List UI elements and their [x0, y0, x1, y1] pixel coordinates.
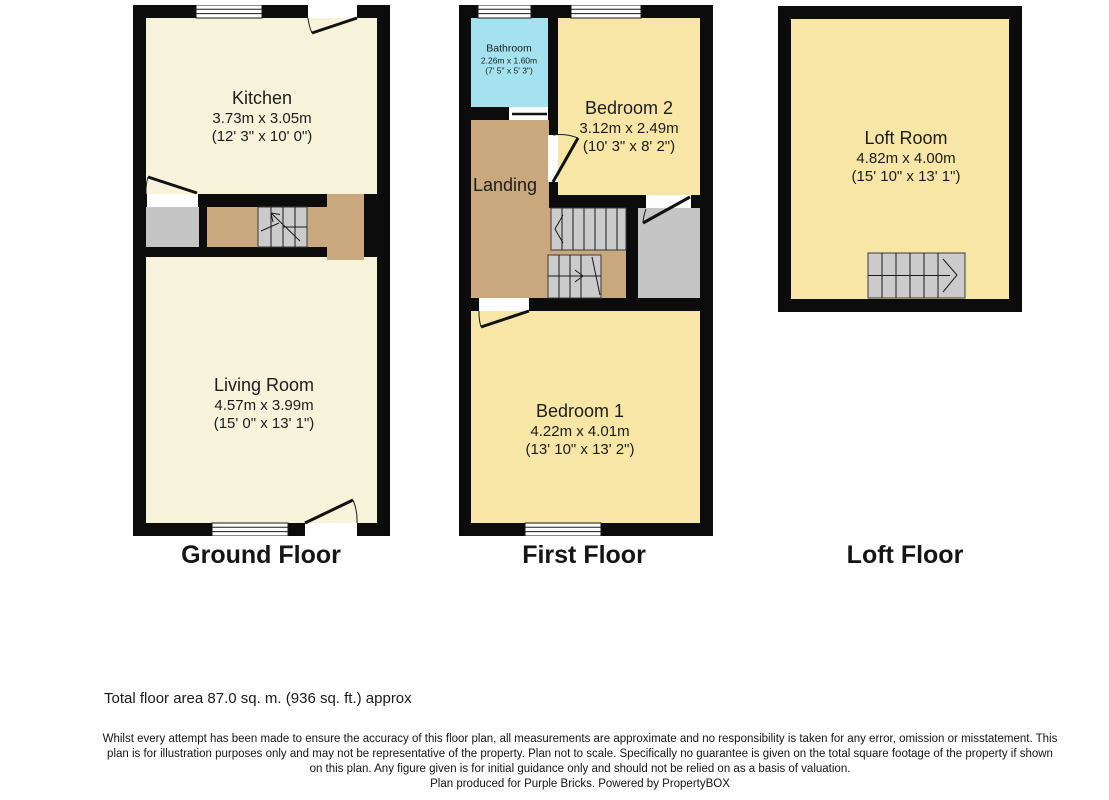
- stairs: [551, 208, 626, 250]
- total-floor-area-text: Total floor area 87.0 sq. m. (936 sq. ft.) approx: [104, 690, 412, 707]
- disclaimer-text: Whilst every attempt has been made to ensure the accuracy of this floor plan, all measurements are approximate and no responsibility is taken for any error, omission or misstatement. This plan is for illustration purposes only and may not be representative of the property. Plan not to scale. Specifically no guarantee is given on the total square footage of the property if shown on this plan. Any figure given is for initial guidance only and should not be relied on as a basis of valuation.: [102, 733, 1058, 775]
- room-name: Loft Room: [864, 128, 948, 148]
- landing-area: [471, 120, 549, 298]
- door: [509, 107, 548, 120]
- loft-room-label: [852, 127, 961, 187]
- room-name: Bedroom 1: [535, 401, 625, 421]
- room-metric-dims: 4.22m x 4.01m: [530, 422, 630, 440]
- window: [212, 523, 288, 536]
- room-name: Living Room: [213, 375, 315, 395]
- ground-floor-title: Ground Floor: [181, 541, 341, 569]
- living-room-label: [214, 374, 315, 434]
- ground-floor-plan: [133, 5, 390, 536]
- window: [525, 523, 601, 536]
- kitchen-label: [212, 87, 313, 147]
- first-floor-title: First Floor: [522, 541, 646, 569]
- room-imperial-dims: (10' 3" x 8' 2"): [582, 138, 676, 156]
- room-metric-dims: 3.12m x 2.49m: [579, 119, 679, 137]
- window: [196, 5, 262, 18]
- room-imperial-dims: (7' 5" x 5' 3"): [485, 65, 533, 76]
- stairs: [868, 253, 965, 298]
- loft-floor-title: Loft Floor: [846, 541, 964, 569]
- bathroom-label: [481, 42, 537, 76]
- footer-disclaimer: [100, 732, 1060, 792]
- porch-area: [146, 207, 199, 247]
- window: [478, 5, 531, 18]
- room-metric-dims: 4.57m x 3.99m: [214, 396, 314, 414]
- landing-label: [473, 174, 537, 197]
- stairs: [258, 207, 307, 247]
- ground-floor-drawing: [133, 5, 390, 536]
- stairs: [548, 255, 601, 298]
- room-imperial-dims: (13' 10" x 13' 2"): [525, 441, 635, 459]
- room-metric-dims: 4.82m x 4.00m: [856, 149, 956, 167]
- door-opening: [147, 194, 198, 207]
- window: [571, 5, 641, 18]
- room-imperial-dims: (12' 3" x 10' 0"): [211, 128, 313, 146]
- room-imperial-dims: (15' 0" x 13' 1"): [213, 415, 315, 433]
- room-imperial-dims: (15' 10" x 13' 1"): [851, 168, 961, 186]
- bedroom2-label: [579, 97, 678, 157]
- room-metric-dims: 2.26m x 1.60m: [480, 55, 538, 66]
- bedroom1-label: [526, 400, 635, 460]
- room-name: Kitchen: [231, 88, 293, 108]
- room-name: Bedroom 2: [584, 98, 674, 118]
- room-metric-dims: 3.73m x 3.05m: [212, 109, 312, 127]
- room-name: Bathroom: [486, 42, 532, 55]
- produced-by-text: Plan produced for Purple Bricks. Powered by PropertyBOX: [430, 778, 730, 790]
- room-name: Landing: [472, 174, 538, 195]
